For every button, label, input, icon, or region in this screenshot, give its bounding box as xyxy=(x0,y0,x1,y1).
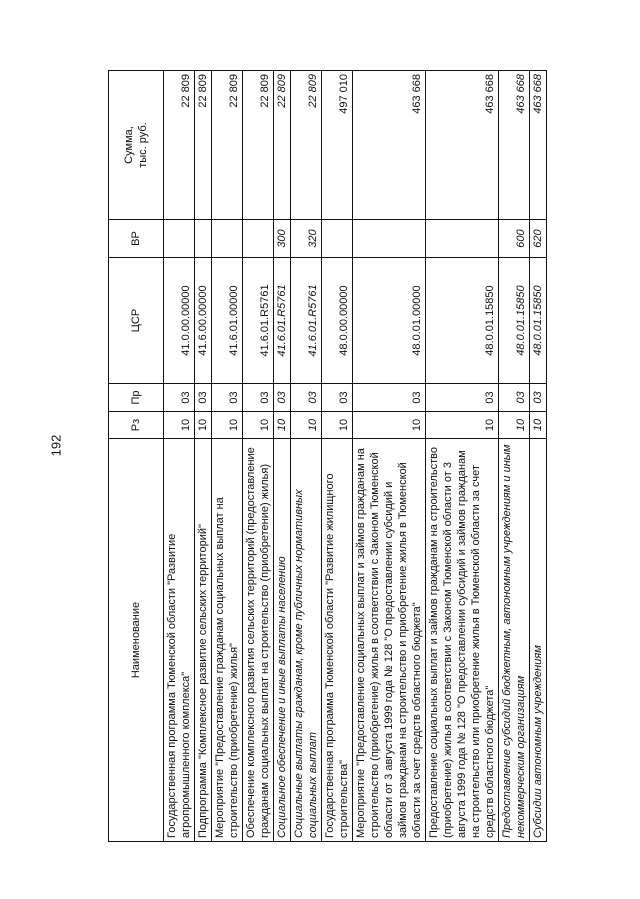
row-name: Мероприятие "Предоставление социальных выплат и займов гражданам на строительство (приобретение) жилья в соответствии с Законом Тюменской области от 3 августа 1999 года № 128 "О предоставлении субсидий и займов гражданам на строительство и приобретение жилья в Тюменской области за счет средств областного бюджета" xyxy=(353,439,426,842)
table-row xyxy=(164,71,195,842)
table-row xyxy=(499,71,530,842)
row-vr xyxy=(212,220,243,258)
row-pr: 03 xyxy=(322,384,353,412)
rotated-page xyxy=(108,71,544,842)
row-sum: 497 010 xyxy=(322,71,353,220)
row-vr xyxy=(322,220,353,258)
row-vr xyxy=(243,220,274,258)
row-pr: 03 xyxy=(291,384,322,412)
row-rz: 10 xyxy=(212,412,243,439)
row-pr: 03 xyxy=(499,384,530,412)
row-sum: 22 809 xyxy=(195,71,212,220)
row-rz: 10 xyxy=(530,412,547,439)
row-rz: 10 xyxy=(322,412,353,439)
row-sum: 22 809 xyxy=(212,71,243,220)
table-row xyxy=(243,71,274,842)
row-vr: 600 xyxy=(499,220,530,258)
table-row xyxy=(530,71,547,842)
row-rz: 10 xyxy=(274,412,291,439)
budget-table xyxy=(108,70,547,842)
row-vr xyxy=(164,220,195,258)
row-csr: 48.0.00.00000 xyxy=(322,258,353,384)
header-sum: Сумма, тыс. руб. xyxy=(109,71,164,220)
row-pr: 03 xyxy=(212,384,243,412)
row-vr xyxy=(426,220,499,258)
table-row xyxy=(195,71,212,842)
row-csr: 41.6.01.R5761 xyxy=(291,258,322,384)
row-rz: 10 xyxy=(195,412,212,439)
row-csr: 41.6.00.00000 xyxy=(195,258,212,384)
header-row xyxy=(109,71,164,842)
row-rz: 10 xyxy=(353,412,426,439)
row-pr: 03 xyxy=(530,384,547,412)
row-name: Предоставление социальных выплат и займов гражданам на строительство (приобретение) жилья в соответствии с Законом Тюменской области от 3 августа 1999 года № 128 "О предоставлении субсидий и займов гражданам на строительство или приобретение жилья в Тюменской области за счет средств областного бюджета" xyxy=(426,439,499,842)
header-rz: Рз xyxy=(109,412,164,439)
row-sum: 22 809 xyxy=(291,71,322,220)
row-name: Обеспечение комплексного развития сельских территорий (предоставление гражданам социальных выплат на строительство (приобретение) жилья) xyxy=(243,439,274,842)
row-vr xyxy=(353,220,426,258)
row-sum: 463 668 xyxy=(426,71,499,220)
row-csr: 41.0.00.00000 xyxy=(164,258,195,384)
row-sum: 463 668 xyxy=(499,71,530,220)
row-pr: 03 xyxy=(274,384,291,412)
row-csr: 48.0.01.15850 xyxy=(530,258,547,384)
row-sum: 22 809 xyxy=(243,71,274,220)
header-name: Наименование xyxy=(109,439,164,842)
row-vr: 320 xyxy=(291,220,322,258)
row-csr: 48.0.01.15850 xyxy=(499,258,530,384)
table-row xyxy=(212,71,243,842)
row-rz: 10 xyxy=(291,412,322,439)
row-sum: 463 668 xyxy=(530,71,547,220)
row-sum: 22 809 xyxy=(164,71,195,220)
row-vr: 620 xyxy=(530,220,547,258)
row-vr xyxy=(195,220,212,258)
row-rz: 10 xyxy=(243,412,274,439)
row-sum: 22 809 xyxy=(274,71,291,220)
row-name: Государственная программа Тюменской области "Развитие жилищного строительства" xyxy=(322,439,353,842)
header-pr: Пр xyxy=(109,384,164,412)
row-pr: 03 xyxy=(195,384,212,412)
table-row xyxy=(322,71,353,842)
row-name: Субсидии автономным учреждениям xyxy=(530,439,547,842)
row-pr: 03 xyxy=(426,384,499,412)
row-vr: 300 xyxy=(274,220,291,258)
row-name: Социальные выплаты гражданам, кроме публичных нормативных социальных выплат xyxy=(291,439,322,842)
row-name: Подпрограмма "Комплексное развитие сельских территорий" xyxy=(195,439,212,842)
table-row xyxy=(274,71,291,842)
row-pr: 03 xyxy=(164,384,195,412)
row-name: Мероприятие "Предоставление гражданам социальных выплат на строительство (приобретение) жилья" xyxy=(212,439,243,842)
row-rz: 10 xyxy=(499,412,530,439)
row-csr: 48.0.01.00000 xyxy=(353,258,426,384)
row-csr: 41.6.01.00000 xyxy=(212,258,243,384)
row-name: Государственная программа Тюменской области "Развитие агропромышленного комплекса" xyxy=(164,439,195,842)
row-csr: 41.6.01.R5761 xyxy=(243,258,274,384)
row-rz: 10 xyxy=(426,412,499,439)
row-pr: 03 xyxy=(353,384,426,412)
row-sum: 463 668 xyxy=(353,71,426,220)
row-csr: 41.6.01.R5761 xyxy=(274,258,291,384)
header-vr: ВР xyxy=(109,220,164,258)
row-rz: 10 xyxy=(164,412,195,439)
table-row xyxy=(426,71,499,842)
table-row xyxy=(353,71,426,842)
header-csr: ЦСР xyxy=(109,258,164,384)
row-pr: 03 xyxy=(243,384,274,412)
row-name: Социальное обеспечение и иные выплаты населению xyxy=(274,439,291,842)
row-csr: 48.0.01.15850 xyxy=(426,258,499,384)
table-row xyxy=(291,71,322,842)
row-name: Предоставление субсидий бюджетным, автономным учреждениям и иным некоммерческим организациям xyxy=(499,439,530,842)
page-number: 192 xyxy=(48,434,64,457)
